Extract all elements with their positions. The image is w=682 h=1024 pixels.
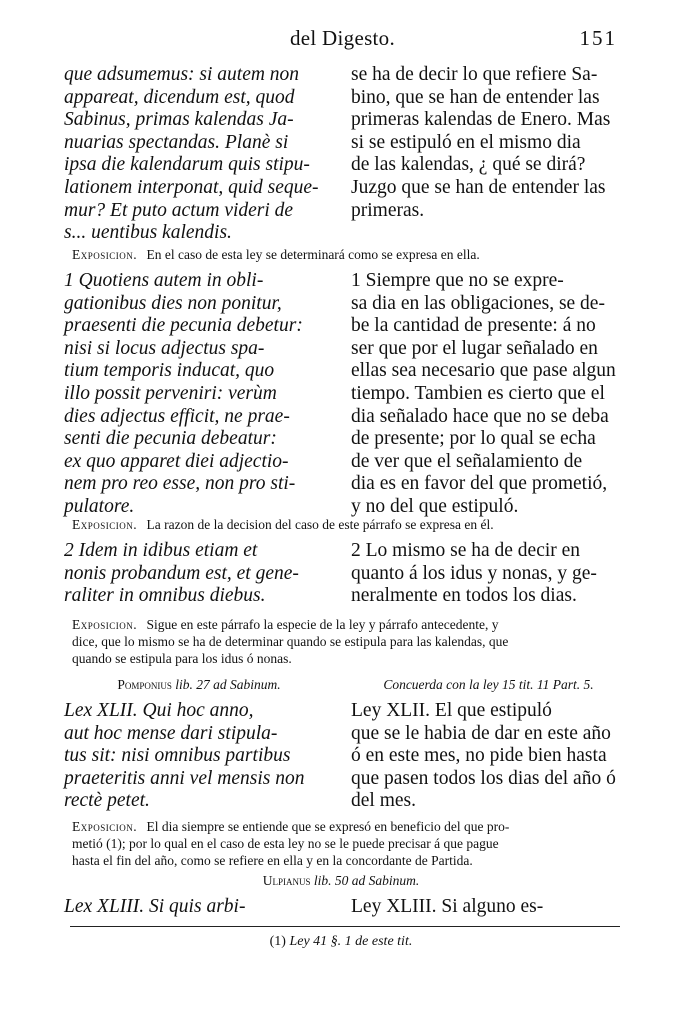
latin-line: 1 Quotiens autem in obli-	[64, 270, 264, 291]
latin-line: senti die pecunia debeatur:	[64, 428, 277, 450]
spanish-line: de presente; por lo qual se echa	[351, 428, 596, 450]
latin-line: appareat, dicendum est, quod	[64, 86, 295, 108]
spanish-line: de ver que el señalamiento de	[351, 450, 583, 472]
latin-text-5	[64, 896, 334, 919]
spanish-line: ellas sea necesario que pase algun	[351, 360, 616, 382]
latin-line: praesenti die pecunia debetur:	[64, 315, 303, 337]
latin-line: nonis probandum est, et gene-	[64, 562, 299, 584]
spanish-line: primeras kalendas de Enero. Mas	[351, 109, 611, 131]
source-author: Ulpianus	[262, 873, 311, 888]
latin-text-2	[64, 270, 334, 519]
exposicion-label: Exposicion.	[72, 517, 138, 532]
exposicion-text: En el caso de esta ley se determinará como se expresa en ella.	[146, 247, 480, 262]
spanish-line: tiempo. Tambien es cierto que el	[351, 382, 605, 404]
spanish-line: 2 Lo mismo se ha de decir en	[351, 540, 581, 561]
spanish-line: neralmente en todos los dias.	[351, 585, 577, 607]
latin-line: lationem interponat, quid seque-	[64, 176, 319, 198]
spanish-line: be la cantidad de presente: á no	[351, 315, 596, 337]
spanish-line: sa dia en las obligaciones, se de-	[351, 292, 605, 314]
exposicion-label: Exposicion.	[72, 617, 138, 632]
spanish-line: quanto á los idus y nonas, y ge-	[351, 562, 597, 584]
spanish-line: dia señalado hace que no se deba	[351, 405, 609, 427]
spanish-line: si se estipuló en el mismo dia	[351, 131, 581, 153]
spanish-line: que pasen todos los dias del año ó	[351, 767, 616, 789]
latin-line: illo possit perveniri: verùm	[64, 382, 277, 404]
exposicion-1	[72, 246, 620, 263]
exposicion-text: Sigue en este párrafo la especie de la ley y párrafo antecedente, y	[146, 617, 499, 632]
spanish-line: ser que por el lugar señalado en	[351, 337, 598, 359]
spanish-line: que se le habia de dar en este año	[351, 722, 611, 744]
spanish-text-2	[351, 270, 626, 519]
source-author: Pomponius	[117, 677, 172, 692]
spanish-text-3	[351, 540, 626, 608]
spanish-line: de las kalendas, ¿ qué se dirá?	[351, 154, 586, 176]
latin-line: raliter in omnibus diebus.	[64, 585, 266, 607]
source-reference: lib. 50 ad Sabinum.	[313, 873, 420, 888]
exposicion-label: Exposicion.	[72, 819, 138, 834]
exposicion-label: Exposicion.	[72, 247, 138, 262]
latin-line: praeteritis anni vel mensis non	[64, 767, 305, 789]
spanish-line: Ley XLII. El que estipuló	[351, 700, 552, 721]
spanish-line: dia es en favor del que prometió,	[351, 473, 608, 495]
page-number: 151	[579, 26, 617, 50]
spanish-text-4	[351, 700, 626, 813]
running-head: del Digesto.	[289, 26, 396, 50]
latin-line: Lex XLIII. Si quis arbi-	[64, 896, 246, 917]
spanish-line: Juzgo que se han de entender las	[351, 176, 606, 198]
spanish-line: 1 Siempre que no se expre-	[351, 270, 564, 291]
spanish-line: del mes.	[351, 790, 416, 812]
concordance-heading	[351, 676, 626, 694]
latin-line: 2 Idem in idibus etiam et	[64, 540, 258, 561]
latin-line: rectè petet.	[64, 790, 150, 812]
lex-42-latin	[64, 676, 334, 813]
latin-line: que adsumemus: si autem non	[64, 64, 300, 85]
latin-line: tium temporis inducat, quo	[64, 360, 275, 382]
footnote-mark: (1)	[269, 934, 286, 949]
spanish-text-1	[351, 64, 626, 222]
exposicion-4	[72, 818, 620, 869]
spanish-line: ó en este mes, no pide bien hasta	[351, 745, 607, 767]
exposicion-text: El dia siempre se entiende que se expresó en beneficio del que pro-	[146, 819, 510, 834]
exposicion-3	[72, 616, 620, 667]
footnote	[0, 934, 682, 950]
latin-line: ipsa die kalendarum quis stipu-	[64, 154, 310, 176]
exposicion-text: dice, que lo mismo se ha de determinar quando se estipula para las kalendas, que	[72, 634, 509, 649]
latin-text-3	[64, 540, 334, 608]
source-heading	[64, 676, 334, 694]
exposicion-text: La razon de la decision del caso de este párrafo se expresa en él.	[146, 517, 494, 532]
latin-line: Sabinus, primas kalendas Ja-	[64, 109, 294, 131]
source-heading-2	[0, 872, 682, 890]
footnote-divider	[70, 926, 620, 927]
spanish-text-5	[351, 896, 626, 919]
exposicion-text: metió (1); por lo qual en el caso de esta ley no se le puede precisar á que pague	[72, 836, 499, 851]
spanish-line: Ley XLIII. Si alguno es-	[351, 896, 544, 917]
latin-line: nem pro reo esse, non pro sti-	[64, 473, 296, 495]
spanish-line: se ha de decir lo que refiere Sa-	[351, 64, 598, 85]
latin-line: aut hoc mense dari stipula-	[64, 722, 278, 744]
spanish-line: primeras.	[351, 199, 425, 221]
source-reference: lib. 27 ad Sabinum.	[175, 677, 281, 692]
latin-line: s... uentibus kalendis.	[64, 222, 232, 244]
concordance-text: Concuerda con la ley 15 tit. 11 Part. 5.	[383, 677, 594, 692]
latin-line: nisi si locus adjectus spa-	[64, 337, 265, 359]
exposicion-text: hasta el fin del año, como se refiere en ella y en la concordante de Partida.	[72, 853, 473, 868]
latin-text-1	[64, 64, 334, 245]
latin-line: gationibus dies non ponitur,	[64, 292, 282, 314]
latin-line: tus sit: nisi omnibus partibus	[64, 745, 291, 767]
exposicion-2	[72, 516, 620, 533]
page-header	[60, 26, 625, 54]
ley-42-spanish	[351, 676, 626, 813]
footnote-text: Ley 41 §. 1 de este tit.	[289, 934, 413, 949]
latin-line: dies adjectus efficit, ne prae-	[64, 405, 290, 427]
exposicion-text: quando se estipula para los idus ó nonas.	[72, 651, 292, 666]
latin-text-4	[64, 700, 334, 813]
spanish-line: bino, que se han de entender las	[351, 86, 600, 108]
latin-line: pulatore.	[64, 495, 135, 517]
latin-line: mur? Et puto actum videri de	[64, 199, 294, 221]
latin-line: Lex XLII. Qui hoc anno,	[64, 700, 254, 721]
latin-line: nuarias spectandas. Planè si	[64, 131, 289, 153]
latin-line: ex quo apparet diei adjectio-	[64, 450, 289, 472]
spanish-line: y no del que estipuló.	[351, 495, 519, 517]
